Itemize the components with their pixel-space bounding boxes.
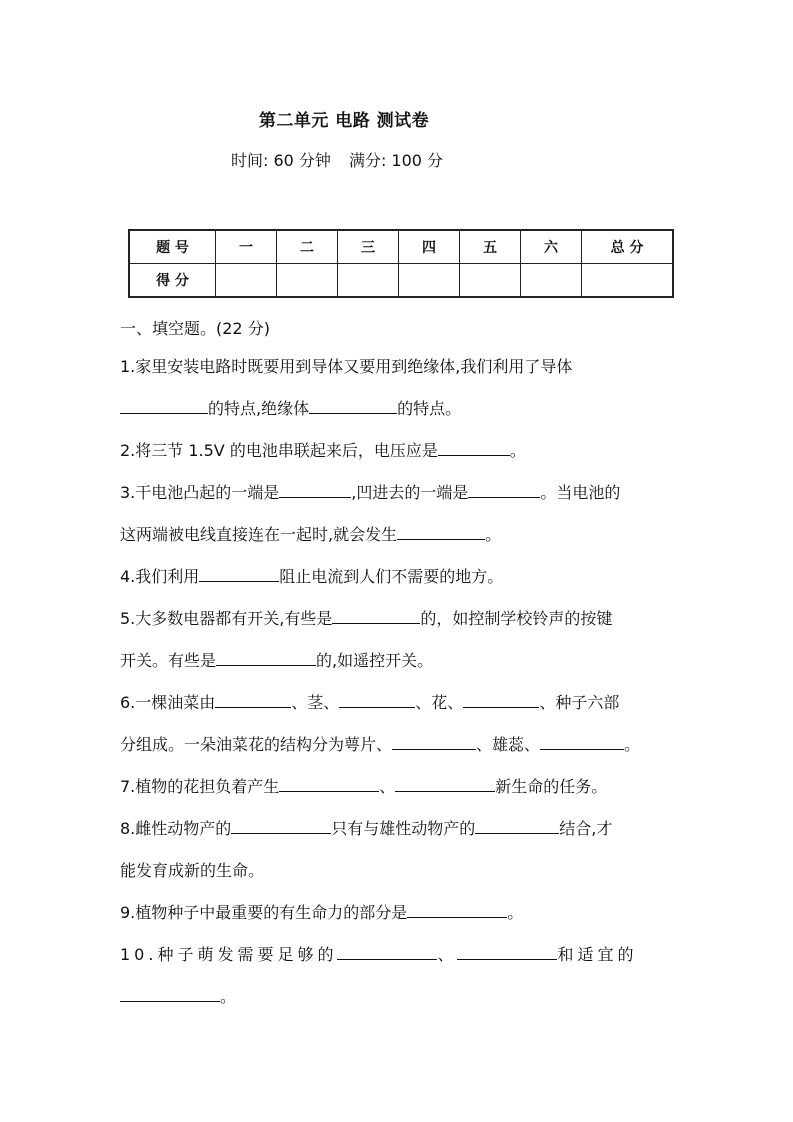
question-4: 4.我们利用 阻止电流到人们不需要的地方。 — [120, 567, 504, 586]
answer-blank[interactable] — [395, 777, 495, 792]
question-6-line-2: 分组成。一朵油菜花的结构分为萼片、 、雄蕊、 。 — [120, 735, 641, 754]
answer-blank[interactable] — [215, 693, 291, 708]
score-cell[interactable] — [399, 264, 460, 298]
question-8-line-1: 8.雌性动物产的 只有与雄性动物产的 结合,才 — [120, 819, 613, 838]
header-cell: 三 — [338, 230, 399, 264]
header-cell: 题 号 — [129, 230, 216, 264]
score-label-cell: 得 分 — [129, 264, 216, 298]
score-cell[interactable] — [277, 264, 338, 298]
score-table — [128, 229, 674, 298]
question-7: 7.植物的花担负着产生 、 新生命的任务。 — [120, 777, 608, 796]
answer-blank[interactable] — [279, 777, 379, 792]
answer-blank[interactable] — [337, 945, 437, 960]
score-cell[interactable] — [521, 264, 582, 298]
answer-blank[interactable] — [216, 651, 316, 666]
question-5-line-2: 开关。有些是 的,如遥控开关。 — [120, 651, 434, 670]
header-cell: 总 分 — [582, 230, 674, 264]
question-10-line-2: 。 — [120, 976, 675, 1018]
answer-blank[interactable] — [199, 567, 279, 582]
score-cell[interactable] — [338, 264, 399, 298]
answer-blank[interactable] — [438, 441, 510, 456]
header-cell: 四 — [399, 230, 460, 264]
question-1-line-2: 的特点,绝缘体 的特点。 — [120, 388, 675, 430]
header-cell: 五 — [460, 230, 521, 264]
answer-blank[interactable] — [475, 819, 559, 834]
answer-blank[interactable] — [392, 735, 476, 750]
answer-blank[interactable] — [468, 483, 540, 498]
section-heading: 一、填空题。(22 分) — [120, 319, 270, 338]
score-cell[interactable] — [582, 264, 674, 298]
answer-blank[interactable] — [231, 819, 331, 834]
answer-blank[interactable] — [279, 483, 351, 498]
score-table-score-row — [129, 264, 673, 298]
header-cell: 一 — [216, 230, 277, 264]
answer-blank[interactable] — [339, 693, 415, 708]
question-2: 2.将三节 1.5V 的电池串联起来后，电压应是 。 — [120, 441, 526, 460]
question-5-line-1: 5.大多数电器都有开关,有些是 的，如控制学校铃声的按键 — [120, 609, 613, 628]
answer-blank[interactable] — [540, 735, 624, 750]
question-10-line-1: 10.种子萌发需要足够的 、 和适宜的 — [120, 945, 638, 964]
question-1-line-1: 1.家里安装电路时既要用到导体又要用到绝缘体,我们利用了导体 — [120, 357, 573, 376]
header-cell: 六 — [521, 230, 582, 264]
answer-blank[interactable] — [397, 525, 485, 540]
answer-blank[interactable] — [309, 399, 397, 414]
question-8-line-2: 能发育成新的生命。 — [120, 861, 265, 880]
score-cell[interactable] — [216, 264, 277, 298]
exam-info — [231, 148, 443, 171]
time-limit: 时间: 60 分钟 — [231, 151, 331, 170]
answer-blank[interactable] — [120, 399, 208, 414]
answer-blank[interactable] — [407, 903, 507, 918]
answer-blank[interactable] — [463, 693, 539, 708]
question-9: 9.植物种子中最重要的有生命力的部分是 。 — [120, 903, 524, 922]
score-cell[interactable] — [460, 264, 521, 298]
answer-blank[interactable] — [120, 987, 220, 1002]
score-table-header-row — [129, 230, 673, 264]
answer-blank[interactable] — [332, 609, 420, 624]
question-6-line-1: 6.一棵油菜由 、茎、 、花、 、种子六部 — [120, 693, 620, 712]
question-3-line-1: 3.干电池凸起的一端是 ,凹进去的一端是 。当电池的 — [120, 483, 621, 502]
page-title: 第二单元 电路 测试卷 — [258, 111, 430, 131]
header-cell: 二 — [277, 230, 338, 264]
question-3-line-2: 这两端被电线直接连在一起时,就会发生 。 — [120, 525, 502, 544]
full-score: 满分: 100 分 — [348, 151, 444, 170]
answer-blank[interactable] — [457, 945, 557, 960]
